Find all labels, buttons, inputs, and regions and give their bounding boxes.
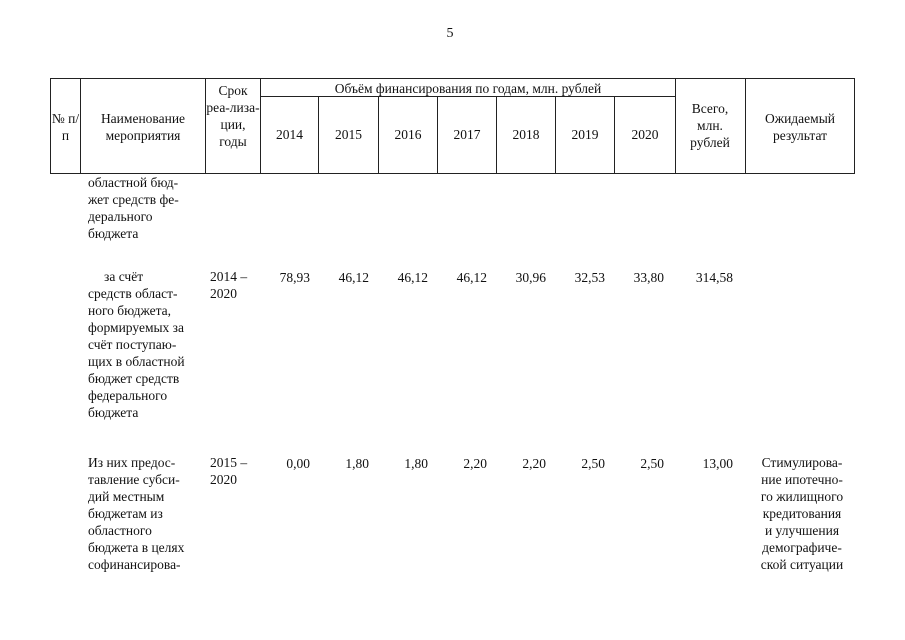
header-col-num: № п/п <box>51 111 80 143</box>
value-2017: 46,12 <box>456 270 487 285</box>
result-line: кредитования <box>762 506 842 521</box>
row-term-line: 2015 – <box>210 455 248 470</box>
header-year-2017: 2017 <box>453 127 481 142</box>
row-name-line: тавление субси- <box>88 472 180 487</box>
header-year-2014: 2014 <box>276 127 303 142</box>
result-line: ние ипотечно- <box>761 472 843 487</box>
value-2016: 46,12 <box>397 270 428 285</box>
row-term-line: 2020 <box>210 472 237 487</box>
value-2015: 1,80 <box>345 456 369 471</box>
row-name-line: формируемых за <box>88 320 185 335</box>
result-line: Стимулирова- <box>761 455 843 470</box>
page-number: 5 <box>446 26 454 41</box>
row-name-line: бюджета <box>88 405 139 420</box>
row-name-line: бюджета <box>88 226 139 241</box>
row-name-line: Из них предос- <box>88 455 176 470</box>
header-year-2020: 2020 <box>631 127 659 142</box>
header-col-result: Ожидаемый результат <box>765 111 835 143</box>
header-col-name: Наименование мероприятия <box>100 111 186 143</box>
value-total: 314,58 <box>695 270 733 285</box>
result-line: го жилищного <box>760 489 844 504</box>
row-name-line: дерального <box>88 209 153 224</box>
value-2020: 33,80 <box>633 270 664 285</box>
row-name-line: счёт поступаю- <box>88 337 177 352</box>
row-name-line: средств област- <box>88 286 178 301</box>
value-2020: 2,50 <box>640 456 664 471</box>
value-2017: 2,20 <box>463 456 487 471</box>
result-line: демографиче- <box>762 540 842 555</box>
value-2018: 30,96 <box>515 270 546 285</box>
result-line: и улучшения <box>764 523 840 538</box>
header-year-2016: 2016 <box>394 127 422 142</box>
value-2015: 46,12 <box>338 270 369 285</box>
row-name-line: федерального <box>88 388 168 403</box>
value-2014: 0,00 <box>286 456 310 471</box>
header-year-2015: 2015 <box>335 127 362 142</box>
header-funding-group: Объём финансирования по годам, млн. рублей <box>334 81 602 96</box>
row-name-line: областной бюд- <box>88 175 179 190</box>
row-name-line: бюджет средств <box>88 371 180 386</box>
header-col-term: Срок реа-лиза-ции, годы <box>206 83 260 149</box>
header-col-total: Всего, млн. рублей <box>690 101 730 150</box>
row-name-line: бюджета в целях <box>88 540 185 555</box>
row-name-line: за счёт <box>104 269 144 284</box>
result-line: ской ситуации <box>760 557 844 572</box>
row-term-line: 2014 – <box>210 269 248 284</box>
header-year-2019: 2019 <box>571 127 599 142</box>
value-2014: 78,93 <box>279 270 310 285</box>
row-name-line: щих в областной <box>88 354 185 369</box>
value-2019: 2,50 <box>581 456 605 471</box>
row-name-line: ного бюджета, <box>88 303 172 318</box>
value-2019: 32,53 <box>574 270 605 285</box>
header-year-2018: 2018 <box>512 127 540 142</box>
row-name-line: софинансирова- <box>88 557 181 572</box>
row-name-line: жет средств фе- <box>88 192 179 207</box>
row-name-line: областного <box>88 523 152 538</box>
value-2018: 2,20 <box>522 456 546 471</box>
value-2016: 1,80 <box>404 456 428 471</box>
row-term-line: 2020 <box>210 286 237 301</box>
value-total: 13,00 <box>702 456 733 471</box>
row-name-line: бюджетам из <box>88 506 163 521</box>
row-name-line: дий местным <box>88 489 165 504</box>
